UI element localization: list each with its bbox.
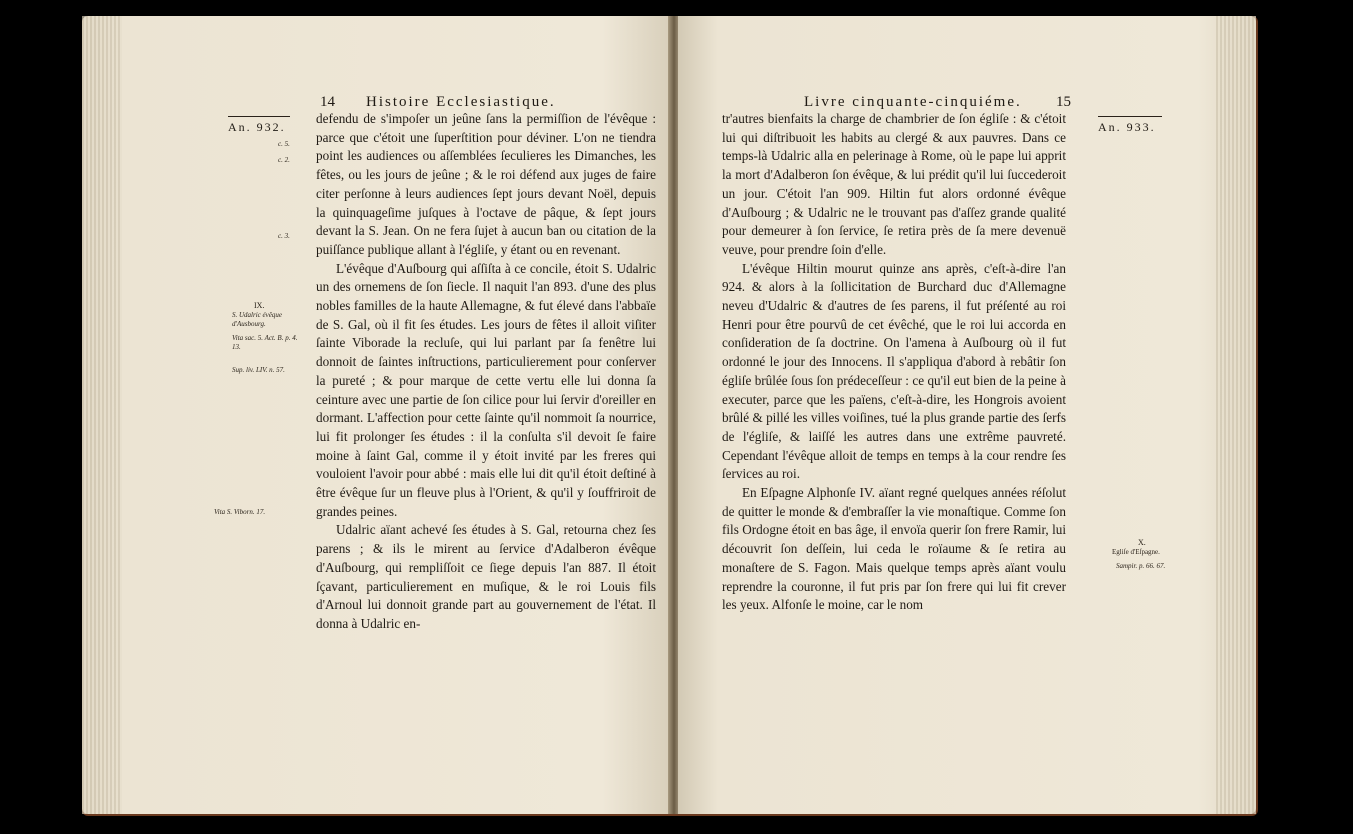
margin-note: c. 3. bbox=[278, 232, 290, 240]
margin-rule bbox=[1098, 116, 1162, 117]
page-edges-left bbox=[82, 16, 122, 814]
margin-note: Egliſe d'Eſpagne. bbox=[1112, 548, 1160, 556]
margin-note: Vita sac. 5. Act. B. p. 4. 13. bbox=[232, 334, 298, 351]
paragraph: En Eſpagne Alphonſe IV. aïant regné quelques années réſolut de quitter le monde & d'embraſſer la vie monaſtique. Comme ſon fils Ordogne étoit en bas âge, il envoïa querir ſon frere Ramir, lui découvrit ſon deſſein, lui ceda le roïaume & ſe retira au monaſtere de S. Fagon. Mais quelque temps après aïant voulu reprendre la couronne, il fut pris par ſon frere qui lui fit crever les yeux. Alfonſe le moine, car le nom bbox=[722, 485, 1066, 613]
body-text bbox=[722, 110, 1066, 615]
running-head: Livre cinquante-cinquiéme. bbox=[804, 94, 1022, 110]
open-book bbox=[82, 16, 1258, 816]
margin-note: c. 2. bbox=[278, 156, 290, 164]
right-page bbox=[678, 16, 1256, 814]
margin-note: Vita S. Viborn. 17. bbox=[214, 508, 266, 516]
page-edges-right bbox=[1216, 16, 1256, 814]
page-number: 14 bbox=[320, 94, 335, 110]
paragraph: L'évêque Hiltin mourut quinze ans après, c'eſt-à-dire l'an 924. & alors à la ſollicitation de Burchard duc d'Allemagne neveu d'Udalric & d'autres de ſes parens, il fut préſenté au roi Henri pour être pourvû de cet évêché, que le roi lui accorda en conſideration de ſa doctrine. On l'amena à Auſbourg où il fut ordonné le jour des Innocens. Il s'appliqua d'abord à rebâtir ſon égliſe brûlée ſous ſon prédeceſſeur : ce qu'il eut bien de la peine à executer, parce que les païens, c'eſt-à-dire, les Hongrois avoient brûlé & pillé les villes voiſines, tué la plus grande partie des ſerfs de l'égliſe, & laiſſé les autres dans une extrême pauvreté. Cependant l'évêque alloit de temps en temps à la cour rendre ſes ſervices au roi. bbox=[722, 260, 1066, 482]
paragraph: defendu de s'impoſer un jeûne ſans la permiſſion de l'évêque : parce que c'étoit une ſuperſtition pour déviner. L'on ne tiendra point les audiences ou aſſemblées ſeculieres les Dimanches, les fêtes, ou les jours de jeûne ; & le roi défend aux juges de faire citer perſonne à leurs audiences ſept jours devant Noël, depuis la quinquageſime juſques à l'octave de pâque, & ſept jours devant la S. Jean. On ne fera ſujet à aucun ban ou citation de la puiſſance publique allant à l'égliſe, y étant ou en revenant. bbox=[316, 111, 656, 257]
paragraph: Udalric aïant achevé ſes études à S. Gal, retourna chez ſes parens ; & ils le mirent au ſervice d'Adalberon évêque d'Auſbourg, qui rempliſſoit ce ſiege depuis l'an 887. Il étoit ſçavant, particulierement en muſique, & le roi Louis fils d'Arnoul lui donnoit grande part au gouvernement de l'état. Il donna à Udalric en- bbox=[316, 522, 656, 631]
section-number: IX. bbox=[254, 301, 265, 310]
left-page bbox=[82, 16, 670, 814]
margin-note: Sampir. p. 66. 67. bbox=[1116, 562, 1166, 570]
margin-rule bbox=[228, 116, 290, 117]
margin-note: Sup. liv. LIV. n. 57. bbox=[232, 366, 285, 374]
year-note: An. 933. bbox=[1098, 120, 1156, 134]
body-text bbox=[316, 110, 656, 634]
year-note: An. 932. bbox=[228, 120, 286, 134]
page-number: 15 bbox=[1056, 94, 1071, 110]
margin-note: c. 5. bbox=[278, 140, 290, 148]
paragraph: L'évêque d'Auſbourg qui aſſiſta à ce concile, étoit S. Udalric un des ornemens de ſon ſiecle. Il naquit l'an 893. d'une des plus nobles familles de la haute Allemagne, & fut élevé dans l'abbaïe de S. Gal, où il fit ſes études. Les jours de fêtes il alloit viſiter ſainte Viborade la recluſe, qui lui parlant par ſa fenêtre lui donnoit de ſaintes inſtructions, particulierement pour conſerver la pureté ; & pour marque de cette vertu elle lui donna ſa ceinture avec une partie de ſon cilice pour lui ſervir d'oreiller en dormant. L'affection pour cette ſainte qu'il nommoit ſa nourrice, lui fit prolonger ſes études : il la conſulta s'il devoit ſe faire moine à ſaint Gal, comme il y étoit invité par les freres qui vouloient l'avoir pour abbé : mais elle lui dit qu'il étoit deſtiné à être évêque ſur un fleuve plus à l'Orient, & qu'il y ſouffriroit de grandes peines. bbox=[316, 260, 656, 519]
paragraph: tr'autres bienfaits la charge de chambrier de ſon égliſe : & c'étoit lui qui diſtribuoit les habits au clergé & aux pauvres. Dans ce temps-là Udalric alla en pelerinage à Rome, où le pape lui apprit la mort d'Adalberon ſon évêque, & lui prédit qu'il lui ſuccederoit un jour. C'étoit l'an 909. Hiltin fut alors ordonné évêque d'Auſbourg ; & Udalric ne le trouvant pas d'aſſez grande qualité pour demeurer à ſon ſervice, ſe retira près de ſa mere devenuë veuve, pour prendre ſoin d'elle. bbox=[722, 111, 1066, 257]
section-number: X. bbox=[1138, 538, 1146, 547]
running-head: Histoire Ecclesiastique. bbox=[366, 94, 556, 110]
margin-note: S. Udalric évêque d'Ausbourg. bbox=[232, 311, 282, 328]
